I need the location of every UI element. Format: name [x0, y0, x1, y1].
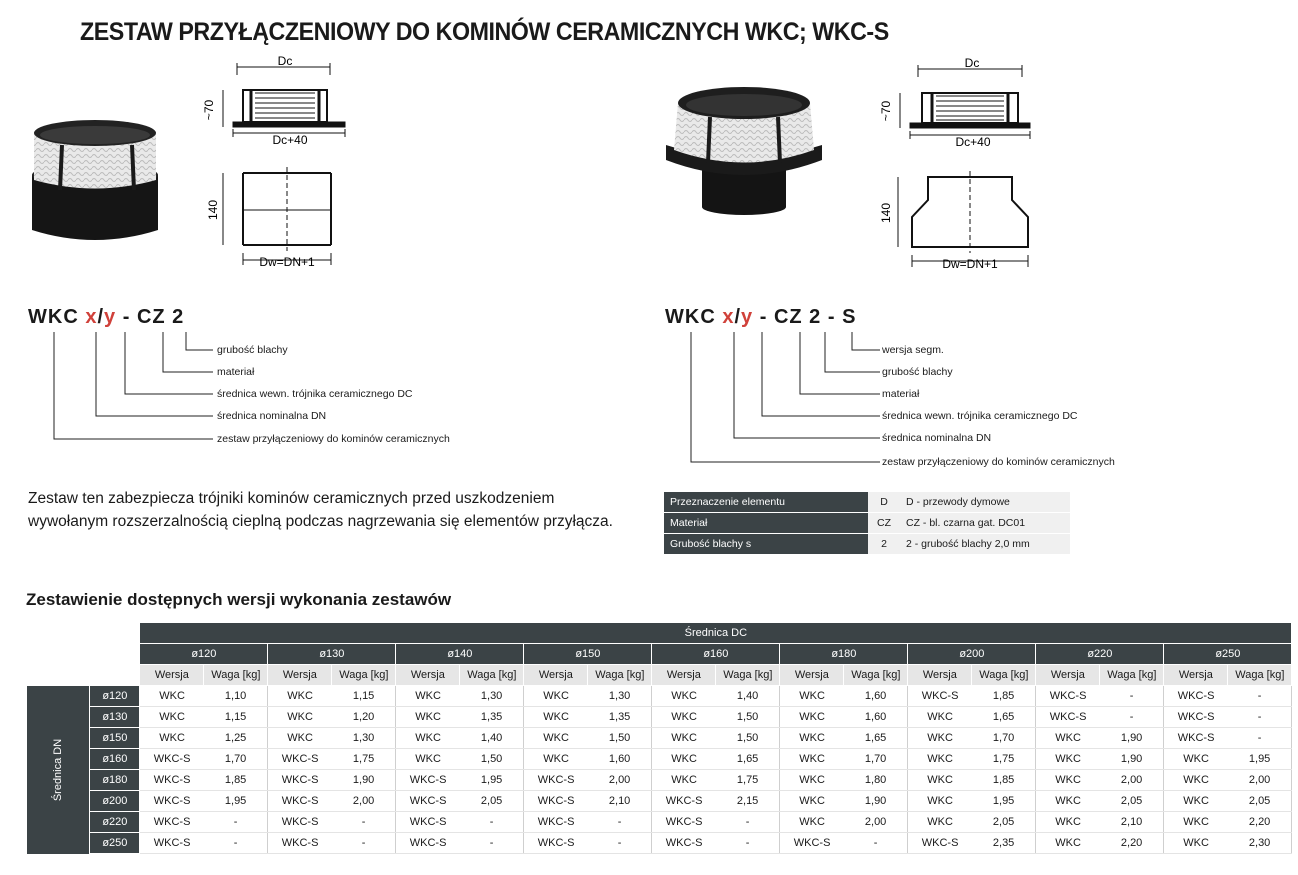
versions-table [27, 622, 1292, 854]
version-cell: WKC-S [524, 770, 588, 791]
weight-cell: 2,35 [972, 833, 1036, 854]
code-part: y [104, 306, 117, 328]
spec-value: 2 - grubość blachy 2,0 mm [900, 534, 1070, 555]
code-part: 2 [809, 306, 822, 328]
weight-cell: 1,50 [716, 707, 780, 728]
weight-cell: 1,40 [460, 728, 524, 749]
weight-cell: - [588, 812, 652, 833]
version-cell: WKC [1164, 749, 1228, 770]
weight-cell: 1,85 [204, 770, 268, 791]
column-version-header: Wersja [780, 665, 844, 686]
version-cell: WKC [1164, 833, 1228, 854]
column-diameter-header: ø150 [524, 644, 652, 665]
weight-cell: 1,80 [844, 770, 908, 791]
weight-cell: 1,30 [460, 686, 524, 707]
version-cell: WKC-S [268, 791, 332, 812]
weight-cell: 2,05 [1228, 791, 1292, 812]
version-cell: WKC [908, 707, 972, 728]
legend-item: wersja segm. [882, 344, 944, 356]
weight-cell: 2,00 [588, 770, 652, 791]
version-cell: WKC [524, 707, 588, 728]
column-weight-header: Waga [kg] [204, 665, 268, 686]
weight-cell: 2,05 [460, 791, 524, 812]
version-cell: WKC-S [652, 812, 716, 833]
code-part: CZ [136, 306, 166, 328]
dim-dc40-label: Dc+40 [272, 133, 308, 147]
version-cell: WKC-S [908, 833, 972, 854]
version-cell: WKC [140, 728, 204, 749]
dim-140-label: 140 [879, 202, 893, 224]
weight-cell: 2,00 [1100, 770, 1164, 791]
weight-cell: - [204, 833, 268, 854]
column-weight-header: Waga [kg] [716, 665, 780, 686]
version-cell: WKC-S [268, 812, 332, 833]
weight-cell: - [1100, 686, 1164, 707]
table-row [27, 728, 1292, 749]
dim-dc40-label: Dc+40 [955, 135, 991, 149]
column-weight-header: Waga [kg] [1100, 665, 1164, 686]
weight-cell: 2,00 [332, 791, 396, 812]
legend-item: średnica nominalna DN [882, 432, 992, 444]
column-version-header: Wersja [268, 665, 332, 686]
version-cell: WKC [780, 812, 844, 833]
code-legend-lines [45, 328, 215, 448]
weight-cell: 1,65 [972, 707, 1036, 728]
column-diameter-header: ø180 [780, 644, 908, 665]
version-cell: WKC-S [140, 791, 204, 812]
weight-cell: 1,15 [204, 707, 268, 728]
code-part: - [122, 306, 131, 328]
weight-cell: - [716, 833, 780, 854]
weight-cell: - [332, 833, 396, 854]
version-cell: WKC-S [268, 833, 332, 854]
version-cell: WKC [652, 749, 716, 770]
column-diameter-header: ø140 [396, 644, 524, 665]
column-weight-header: Waga [kg] [332, 665, 396, 686]
column-diameter-header: ø250 [1164, 644, 1292, 665]
dim-dw-label: Dw=DN+1 [942, 257, 998, 271]
weight-cell: 1,50 [716, 728, 780, 749]
table-row [27, 770, 1292, 791]
wkc-s-product-image [660, 75, 840, 220]
weight-cell: - [460, 812, 524, 833]
spec-table [664, 492, 1070, 555]
version-cell: WKC [1036, 728, 1100, 749]
row-diameter-header: ø150 [90, 728, 140, 749]
version-cell: WKC-S [1036, 707, 1100, 728]
weight-cell: 2,10 [588, 791, 652, 812]
table-header-row [27, 644, 1292, 665]
code-part: - [759, 306, 768, 328]
weight-cell: 1,70 [204, 749, 268, 770]
table-row [27, 812, 1292, 833]
weight-cell: - [204, 812, 268, 833]
weight-cell: 2,05 [972, 812, 1036, 833]
dim-140-label: 140 [206, 199, 220, 221]
version-cell: WKC [908, 791, 972, 812]
weight-cell: - [460, 833, 524, 854]
dim-dc-label: Dc [277, 55, 293, 68]
version-cell: WKC-S [140, 770, 204, 791]
spec-value: CZ - bl. czarna gat. DC01 [900, 513, 1070, 534]
version-cell: WKC [1036, 749, 1100, 770]
column-version-header: Wersja [396, 665, 460, 686]
version-cell: WKC-S [396, 833, 460, 854]
version-cell: WKC [780, 791, 844, 812]
version-cell: WKC [524, 749, 588, 770]
column-diameter-header: ø220 [1036, 644, 1164, 665]
weight-cell: 1,75 [716, 770, 780, 791]
version-cell: WKC-S [268, 770, 332, 791]
table-row [27, 686, 1292, 707]
version-cell: WKC-S [396, 770, 460, 791]
weight-cell: 1,90 [332, 770, 396, 791]
wkc-s-technical-drawing [870, 55, 1040, 275]
row-diameter-header: ø130 [90, 707, 140, 728]
version-cell: WKC [1036, 791, 1100, 812]
column-weight-header: Waga [kg] [844, 665, 908, 686]
version-cell: WKC-S [140, 833, 204, 854]
weight-cell: 1,95 [972, 791, 1036, 812]
code-part: / [97, 306, 105, 328]
code-part: 2 [172, 306, 185, 328]
wkc-technical-drawing [195, 55, 355, 270]
version-cell: WKC-S [140, 812, 204, 833]
row-diameter-header: ø200 [90, 791, 140, 812]
table-header-row [27, 623, 1292, 644]
version-cell: WKC [1036, 812, 1100, 833]
dim-dw-label: Dw=DN+1 [259, 255, 315, 269]
weight-cell: 1,90 [1100, 749, 1164, 770]
weight-cell: 1,15 [332, 686, 396, 707]
table-top-header: Średnica DC [140, 623, 1292, 644]
weight-cell: 1,95 [204, 791, 268, 812]
version-cell: WKC-S [396, 791, 460, 812]
version-cell: WKC [396, 686, 460, 707]
version-cell: WKC-S [1164, 728, 1228, 749]
code-part: y [741, 306, 754, 328]
spec-key: Grubość blachy s [664, 534, 868, 555]
column-weight-header: Waga [kg] [1228, 665, 1292, 686]
table-row [27, 749, 1292, 770]
version-cell: WKC-S [524, 812, 588, 833]
version-cell: WKC [396, 707, 460, 728]
weight-cell: 1,85 [972, 686, 1036, 707]
legend-item: grubość blachy [217, 344, 288, 356]
spec-row [664, 513, 1070, 534]
weight-cell: 1,90 [1100, 728, 1164, 749]
weight-cell: 1,95 [460, 770, 524, 791]
weight-cell: 1,25 [204, 728, 268, 749]
version-cell: WKC-S [652, 791, 716, 812]
version-cell: WKC [652, 686, 716, 707]
version-cell: WKC [780, 707, 844, 728]
column-weight-header: Waga [kg] [972, 665, 1036, 686]
version-cell: WKC [268, 686, 332, 707]
legend-item: średnica wewn. trójnika ceramicznego DC [217, 388, 413, 400]
version-cell: WKC-S [524, 791, 588, 812]
code-part: - [827, 306, 836, 328]
version-cell: WKC [908, 728, 972, 749]
legend-item: zestaw przyłączeniowy do kominów ceramicznych [217, 433, 450, 445]
version-cell: WKC [1164, 770, 1228, 791]
version-cell: WKC-S [1036, 686, 1100, 707]
product-code-wkc [28, 306, 184, 329]
version-cell: WKC-S [268, 749, 332, 770]
version-cell: WKC [652, 707, 716, 728]
legend-item: grubość blachy [882, 366, 953, 378]
weight-cell: 1,70 [972, 728, 1036, 749]
weight-cell: 2,10 [1100, 812, 1164, 833]
spec-row [664, 534, 1070, 555]
column-diameter-header: ø200 [908, 644, 1036, 665]
column-weight-header: Waga [kg] [588, 665, 652, 686]
version-cell: WKC [1036, 833, 1100, 854]
row-axis-label [27, 686, 90, 854]
spec-key: Przeznaczenie elementu [664, 492, 868, 513]
dim-70-label: ~70 [879, 100, 893, 122]
spec-code: 2 [868, 534, 900, 555]
version-cell: WKC [524, 686, 588, 707]
version-cell: WKC-S [396, 812, 460, 833]
spec-code: D [868, 492, 900, 513]
weight-cell: 1,75 [972, 749, 1036, 770]
legend-item: materiał [882, 388, 920, 400]
code-part: / [734, 306, 742, 328]
version-cell: WKC [908, 770, 972, 791]
weight-cell: 1,30 [332, 728, 396, 749]
versions-table-title: Zestawienie dostępnych wersji wykonania zestawów [26, 590, 452, 609]
spec-key: Materiał [664, 513, 868, 534]
row-diameter-header: ø250 [90, 833, 140, 854]
column-version-header: Wersja [908, 665, 972, 686]
spec-row [664, 492, 1070, 513]
weight-cell: - [588, 833, 652, 854]
legend-item: zestaw przyłączeniowy do kominów ceramicznych [882, 456, 1115, 468]
version-cell: WKC [652, 728, 716, 749]
version-cell: WKC [1164, 812, 1228, 833]
column-version-header: Wersja [140, 665, 204, 686]
weight-cell: 1,20 [332, 707, 396, 728]
weight-cell: - [1100, 707, 1164, 728]
weight-cell: 2,05 [1100, 791, 1164, 812]
version-cell: WKC [268, 728, 332, 749]
legend-item: średnica nominalna DN [217, 410, 327, 422]
version-cell: WKC [140, 707, 204, 728]
weight-cell: 1,10 [204, 686, 268, 707]
weight-cell: 2,00 [1228, 770, 1292, 791]
code-part: CZ [773, 306, 803, 328]
weight-cell: 2,30 [1228, 833, 1292, 854]
table-corner [27, 623, 140, 686]
table-row [27, 833, 1292, 854]
dim-70-label: ~70 [202, 99, 216, 121]
version-cell: WKC-S [908, 686, 972, 707]
weight-cell: 2,20 [1228, 812, 1292, 833]
column-weight-header: Waga [kg] [460, 665, 524, 686]
spec-value: D - przewody dymowe [900, 492, 1070, 513]
dim-dc-label: Dc [964, 56, 980, 70]
version-cell: WKC-S [140, 749, 204, 770]
weight-cell: - [332, 812, 396, 833]
version-cell: WKC [780, 686, 844, 707]
version-cell: WKC [1036, 770, 1100, 791]
weight-cell: 1,95 [1228, 749, 1292, 770]
column-version-header: Wersja [1164, 665, 1228, 686]
weight-cell: 2,20 [1100, 833, 1164, 854]
weight-cell: 1,85 [972, 770, 1036, 791]
version-cell: WKC [524, 728, 588, 749]
code-part: x [722, 306, 735, 328]
row-diameter-header: ø180 [90, 770, 140, 791]
version-cell: WKC [396, 749, 460, 770]
weight-cell: 1,65 [716, 749, 780, 770]
weight-cell: 1,75 [332, 749, 396, 770]
column-version-header: Wersja [524, 665, 588, 686]
legend-item: materiał [217, 366, 255, 378]
version-cell: WKC [1164, 791, 1228, 812]
weight-cell: 1,60 [844, 707, 908, 728]
row-diameter-header: ø220 [90, 812, 140, 833]
column-diameter-header: ø130 [268, 644, 396, 665]
version-cell: WKC-S [524, 833, 588, 854]
version-cell: WKC [780, 728, 844, 749]
code-legend-lines [682, 328, 882, 470]
weight-cell: - [716, 812, 780, 833]
weight-cell: 1,35 [588, 707, 652, 728]
version-cell: WKC-S [1164, 707, 1228, 728]
table-subheader-row [27, 665, 1292, 686]
version-cell: WKC [140, 686, 204, 707]
weight-cell: 1,35 [460, 707, 524, 728]
description: Zestaw ten zabezpiecza trójniki kominów ceramicznych przed uszkodzeniem wywołanym rozszerzalnością cieplną podczas nagrzewania się elementów przyłącza. [28, 490, 613, 530]
weight-cell: - [844, 833, 908, 854]
legend-item: średnica wewn. trójnika ceramicznego DC [882, 410, 1078, 422]
row-axis-text: Średnica DN [52, 738, 65, 801]
code-part: WKC [665, 306, 716, 328]
weight-cell: 2,15 [716, 791, 780, 812]
code-part: S [842, 306, 857, 328]
weight-cell: 1,40 [716, 686, 780, 707]
version-cell: WKC-S [780, 833, 844, 854]
wkc-product-image [20, 105, 170, 245]
page-title: ZESTAW PRZYŁĄCZENIOWY DO KOMINÓW CERAMICZNYCH WKC; WKC-S [80, 18, 889, 46]
weight-cell: 1,50 [460, 749, 524, 770]
version-cell: WKC [268, 707, 332, 728]
column-version-header: Wersja [652, 665, 716, 686]
version-cell: WKC [780, 770, 844, 791]
version-cell: WKC-S [652, 833, 716, 854]
table-row [27, 791, 1292, 812]
weight-cell: 1,60 [588, 749, 652, 770]
weight-cell: - [1228, 707, 1292, 728]
code-part: WKC [28, 306, 79, 328]
version-cell: WKC [396, 728, 460, 749]
version-cell: WKC [780, 749, 844, 770]
row-diameter-header: ø160 [90, 749, 140, 770]
spec-code: CZ [868, 513, 900, 534]
weight-cell: 2,00 [844, 812, 908, 833]
version-cell: WKC [908, 812, 972, 833]
weight-cell: - [1228, 686, 1292, 707]
column-diameter-header: ø160 [652, 644, 780, 665]
weight-cell: 1,50 [588, 728, 652, 749]
row-diameter-header: ø120 [90, 686, 140, 707]
version-cell: WKC-S [1164, 686, 1228, 707]
code-part: x [85, 306, 98, 328]
product-code-wkc-s [665, 306, 856, 329]
weight-cell: 1,65 [844, 728, 908, 749]
weight-cell: - [1228, 728, 1292, 749]
weight-cell: 1,60 [844, 686, 908, 707]
weight-cell: 1,90 [844, 791, 908, 812]
weight-cell: 1,70 [844, 749, 908, 770]
version-cell: WKC [652, 770, 716, 791]
version-cell: WKC [908, 749, 972, 770]
weight-cell: 1,30 [588, 686, 652, 707]
column-diameter-header: ø120 [140, 644, 268, 665]
column-version-header: Wersja [1036, 665, 1100, 686]
table-row [27, 707, 1292, 728]
